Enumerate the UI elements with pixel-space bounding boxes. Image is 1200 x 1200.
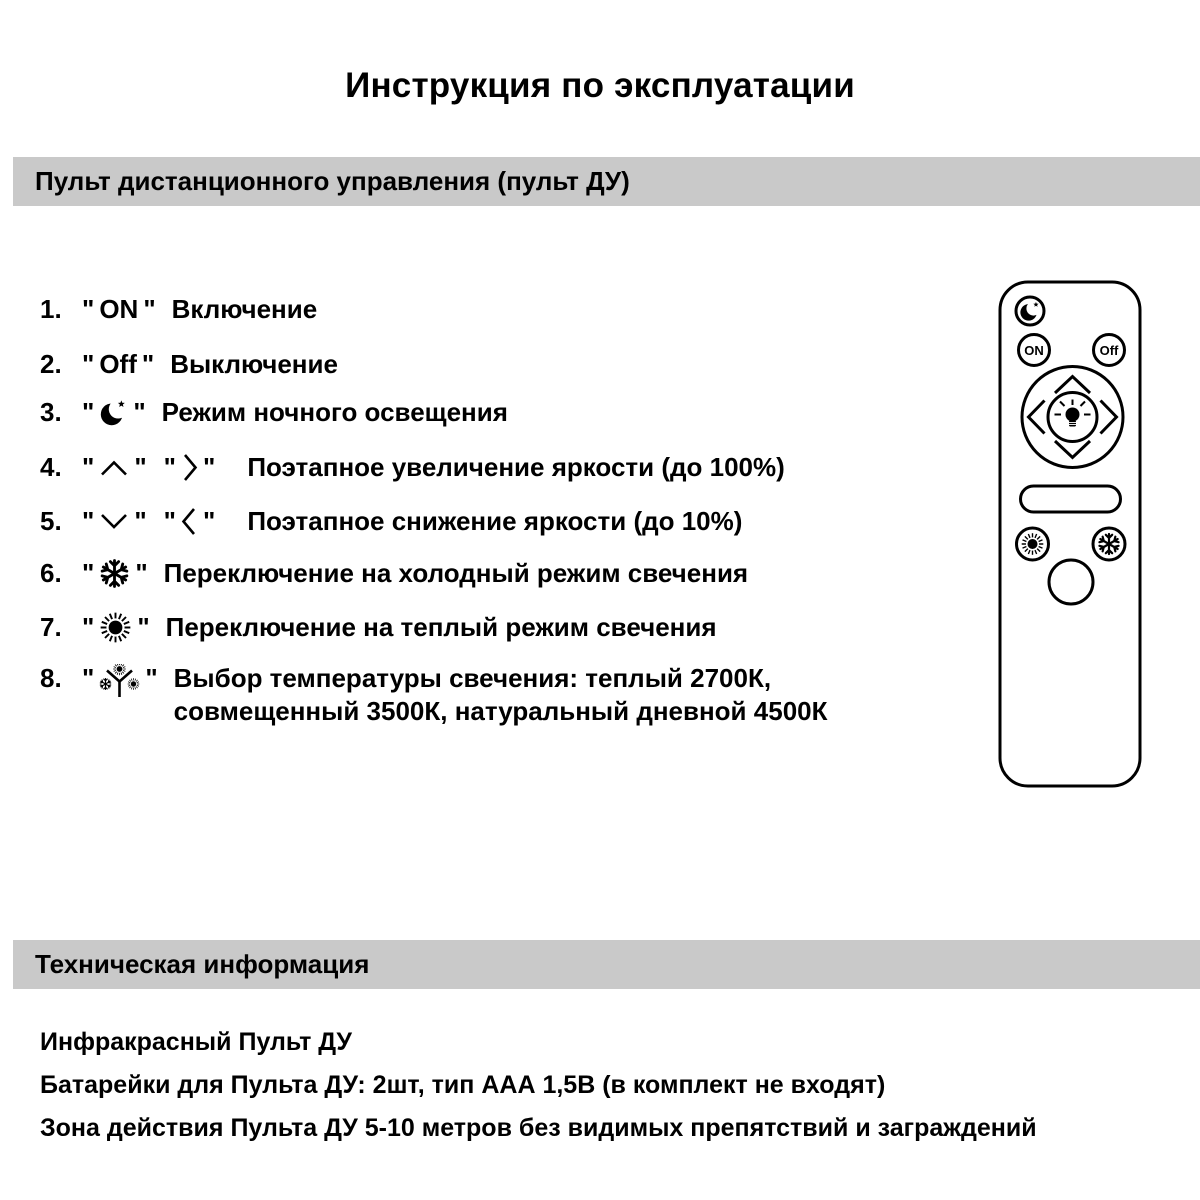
quote-mark: "	[143, 294, 156, 324]
quote-mark: "	[134, 506, 147, 536]
item-description: Поэтапное снижение яркости (до 10%)	[247, 506, 743, 536]
quote-mark: "	[137, 612, 150, 642]
item-number: 4.	[40, 452, 62, 482]
quote-mark: "	[163, 506, 176, 536]
quote-mark: "	[82, 294, 95, 324]
quote-mark: "	[82, 612, 95, 642]
chevron-right-icon	[181, 452, 198, 483]
item-number: 3.	[40, 397, 62, 427]
remote-night-mode-button	[1016, 297, 1044, 325]
quote-mark: "	[82, 663, 95, 693]
remote-round-button	[1049, 560, 1093, 604]
section-header-tech-label: Техническая информация	[35, 949, 370, 979]
quote-mark: "	[82, 452, 95, 482]
tech-info-line-1: Инфракрасный Пульт ДУ	[40, 1028, 352, 1056]
remote-on-button	[1019, 335, 1050, 366]
remote-warm-button	[1017, 528, 1049, 560]
quote-mark: "	[135, 558, 148, 588]
item-description: Включение	[171, 294, 318, 324]
section-header-remote-label: Пульт дистанционного управления (пульт ДУ)	[35, 166, 630, 196]
remote-control-illustration	[998, 280, 1143, 790]
quote-mark: "	[82, 558, 95, 588]
quote-mark: "	[82, 397, 95, 427]
crescent-moon-star-icon	[99, 398, 128, 427]
chevron-up-icon	[99, 458, 129, 477]
item-description: Поэтапное увеличение яркости (до 100%)	[247, 452, 785, 482]
quote-mark: "	[145, 663, 158, 693]
on-code: ON	[99, 294, 139, 324]
list-item-warm-mode	[40, 611, 717, 644]
list-item-brightness-up	[40, 452, 785, 483]
section-header-tech	[13, 940, 1200, 989]
chevron-left-icon	[181, 506, 198, 537]
list-item-off	[40, 349, 338, 380]
list-item-color-temperature	[40, 662, 827, 728]
item-description	[174, 662, 828, 728]
item-number: 2.	[40, 349, 62, 379]
quote-mark: "	[133, 397, 146, 427]
quote-mark: "	[134, 452, 147, 482]
sun-icon	[99, 611, 132, 644]
remote-off-button	[1094, 335, 1125, 366]
remote-pill-button	[1021, 486, 1121, 512]
sun-icon	[1022, 533, 1044, 555]
quote-mark: "	[163, 452, 176, 482]
section-header-remote	[13, 157, 1200, 206]
svg-text:Off: Off	[1099, 343, 1119, 358]
quote-mark: "	[82, 506, 95, 536]
quote-mark: "	[82, 349, 95, 379]
item-description-line2: совмещенный 3500К, натуральный дневной 4500К	[173, 696, 828, 726]
item-number: 6.	[40, 558, 62, 588]
item-description-line1: Выбор температуры свечения: теплый 2700К,	[173, 663, 772, 693]
item-description: Переключение на теплый режим свечения	[165, 612, 717, 642]
list-item-night-mode	[40, 397, 508, 428]
list-item-cold-mode	[40, 558, 748, 589]
quote-mark: "	[141, 349, 155, 379]
item-number: 5.	[40, 506, 62, 536]
item-description: Выключение	[170, 349, 338, 379]
tech-info-line-3: Зона действия Пульта ДУ 5-10 метров без видимых препятствий и заграждений	[40, 1114, 1037, 1142]
item-description: Переключение на холодный режим свечения	[163, 558, 749, 588]
color-temperature-icon	[99, 664, 140, 701]
quote-mark: "	[202, 452, 216, 482]
item-number: 1.	[40, 294, 62, 324]
item-description: Режим ночного освещения	[161, 397, 508, 427]
tech-info-line-2: Батарейки для Пульта ДУ: 2шт, тип ААА 1,5В (в комплект не входят)	[40, 1071, 886, 1099]
remote-cold-button	[1093, 528, 1125, 560]
svg-text:ON: ON	[1024, 343, 1044, 358]
quote-mark: "	[202, 506, 216, 536]
list-item-on	[40, 294, 317, 325]
page-title: Инструкция по эксплуатации	[345, 66, 855, 105]
list-item-brightness-down	[40, 506, 742, 537]
snowflake-icon	[99, 558, 130, 589]
chevron-down-icon	[99, 512, 129, 531]
off-code: Off	[99, 349, 137, 379]
item-number: 7.	[40, 612, 62, 642]
item-number: 8.	[40, 663, 62, 693]
